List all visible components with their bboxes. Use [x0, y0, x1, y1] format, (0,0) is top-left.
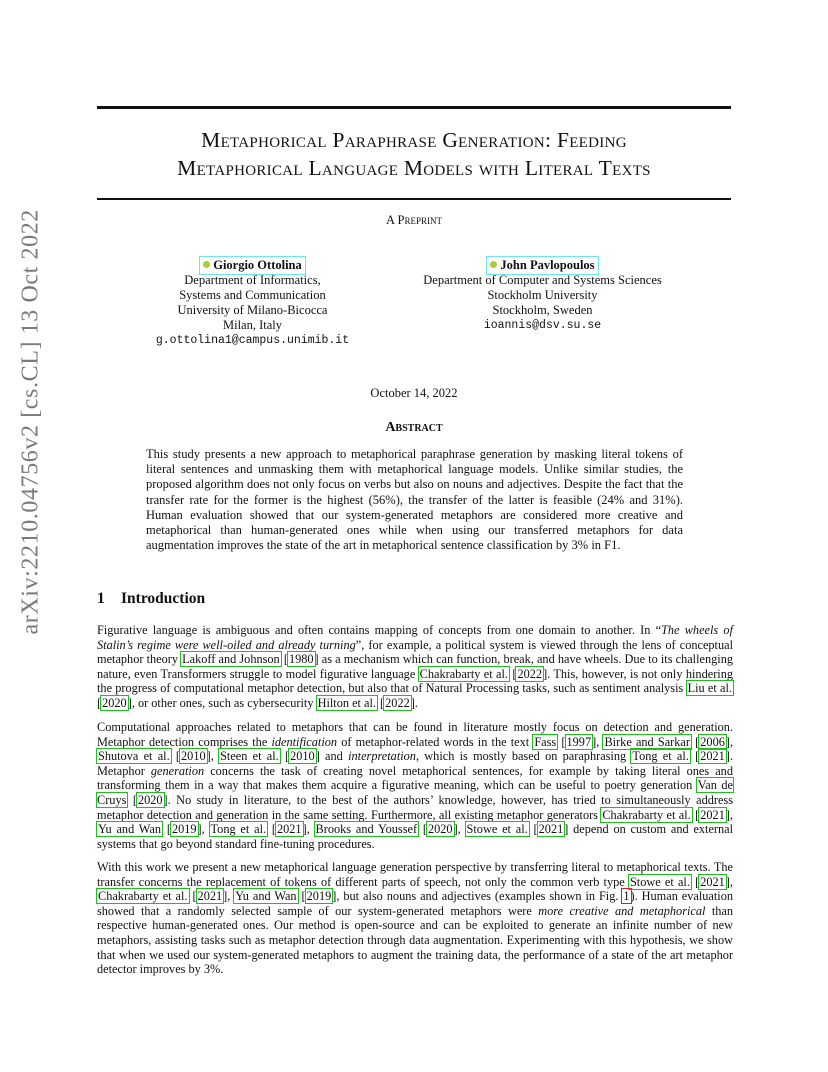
citation-link[interactable]: 2010: [181, 749, 206, 764]
paper-date: October 14, 2022: [370, 386, 458, 400]
abstract-text: This study presents a new approach to metaphorical paraphrase generation by masking literal tokens of literal sentences and unmasking them with metaphorical language models. Unlike similar studies, the proposed algorithm does not only focus on verbs but also on nouns and adjectives. Despite the fact that the transfer rate for the former is the highest (56%), the transfer of the latter is feasible (24% and 31%). Human evaluation showed that our system-generated metaphors are considered more creative and metaphorical than human-generated ones while when using our transferred metaphors for data augmentation improves the state of the art in metaphorical sentence classification by 3% in F1.: [146, 447, 683, 553]
affiliation-line: Systems and Communication: [179, 288, 326, 302]
citation-link[interactable]: Hilton et al.: [317, 695, 376, 710]
citation-link[interactable]: Chakrabarty et al.: [419, 666, 508, 681]
author-email[interactable]: ioannis@dsv.su.se: [483, 319, 602, 332]
title-line-2: Metaphorical Language Models with Literal Texts: [177, 156, 651, 180]
arxiv-side-stamp: arXiv:2210.04756v2 [cs.CL] 13 Oct 2022: [17, 209, 44, 635]
citation-link[interactable]: 1997: [566, 734, 592, 749]
citation-link[interactable]: 2006: [700, 734, 725, 749]
author-name-link[interactable]: John Pavlopoulos: [488, 258, 596, 273]
citation-link[interactable]: 1980: [288, 652, 314, 667]
citation-link[interactable]: 2019: [171, 822, 197, 837]
preprint-label: A Preprint: [386, 213, 442, 227]
citation-link[interactable]: 2022: [517, 666, 543, 681]
title-line-1: Metaphorical Paraphrase Generation: Feeding: [201, 128, 627, 152]
citation-link[interactable]: Tong et al.: [210, 822, 267, 837]
citation-link[interactable]: 2020: [102, 695, 127, 710]
citation-link[interactable]: Lakoff and Johnson: [182, 652, 280, 667]
affiliation-line: Department of Computer and Systems Sciences: [423, 273, 662, 287]
top-rule: [97, 106, 731, 109]
affiliation-line: Milan, Italy: [222, 318, 282, 332]
orcid-icon[interactable]: [490, 261, 497, 268]
citation-link[interactable]: Shutova et al.: [98, 749, 170, 764]
affiliation-line: Department of Informatics,: [184, 273, 321, 287]
citation-link[interactable]: 2021: [197, 889, 223, 904]
citation-link[interactable]: Tong et al.: [632, 749, 689, 764]
citation-link[interactable]: 2020: [137, 792, 163, 807]
citation-link[interactable]: Chakrabarty et al.: [98, 889, 188, 904]
citation-link[interactable]: 2021: [700, 874, 725, 889]
author-email[interactable]: g.ottolina1@campus.unimib.it: [155, 334, 350, 347]
citation-link[interactable]: Yu and Wan: [98, 822, 162, 837]
citation-link[interactable]: Brooks and Youssef: [315, 822, 418, 837]
section-number: 1: [97, 590, 105, 607]
citation-link[interactable]: 2020: [427, 822, 453, 837]
citation-link[interactable]: Steen et al.: [220, 749, 279, 764]
section-title: Introduction: [121, 590, 206, 607]
citation-link[interactable]: Van de Cruys: [97, 778, 733, 807]
paragraph-1: Figurative language is ambiguous and often contains mapping of concepts from one domain to another. In “The wheels of Stalin’s regime were well-oiled and already turning”, for example, a political system is viewed through the lens of conceptual metaphor theory Lakoff and Johnson [1980] as a mechanism which can function, break, and have wheels. Due to its challenging nature, even Transformers struggle to model figurative language Chakrabarty et al. [2022]. This, however, is not only hindering the progress of computational metaphor detection, but also that of Natural Processing tasks, such as sentiment analysis Liu et al. [2020], or other ones, such as cybersecurity Hilton et al. [2022].: [97, 623, 733, 710]
figure-ref-link[interactable]: 1: [623, 889, 630, 904]
citation-link[interactable]: Stowe et al.: [466, 822, 528, 837]
title-bottom-rule: [97, 198, 731, 200]
citation-link[interactable]: 2021: [538, 822, 564, 837]
abstract-heading: Abstract: [385, 420, 443, 435]
paragraph-3: With this work we present a new metaphorical language generation perspective by transferring literal to metaphorical texts. The transfer concerns the replacement of tokens of different parts of speech, not only the common verb type Stowe et al. [2021], Chakrabarty et al. [2021], Yu and Wan [2019], but also nouns and adjectives (examples shown in Fig. 1). Human evaluation showed that a randomly selected sample of our system-generated metaphors were more creative and metaphorical than respective human-generated ones. Our method is open-source and can be exploited to generate an infinite number of new metaphors, assisting tasks such as metaphor detection through data augmentation. Experimenting with this hypothesis, we show that when we used our system-generated metaphors to augment the training data, the performance of a state of the art metaphor detector improves by 3%.: [97, 860, 734, 977]
citation-link[interactable]: Fass: [534, 734, 557, 749]
affiliation-line: Stockholm, Sweden: [492, 303, 593, 317]
citation-link[interactable]: Stowe et al.: [629, 874, 690, 889]
author-block-1: [150, 258, 355, 348]
citation-link[interactable]: 2021: [700, 807, 725, 822]
author-name-link[interactable]: Giorgio Ottolina: [201, 258, 304, 273]
citation-link[interactable]: 2010: [290, 749, 315, 764]
author-block-2: [400, 258, 685, 333]
citation-link[interactable]: Liu et al.: [687, 681, 732, 696]
paper-title: [97, 126, 731, 182]
citation-link[interactable]: Chakrabarty et al.: [602, 807, 691, 822]
paragraph-2: Computational approaches related to metaphors that can be found in literature mostly focus on detection and generation. Metaphor detection comprises the identification of metaphor-related words in the text Fass [1997], Birke and Sarkar [2006], Shutova et al. [2010], Steen et al. [2010] and interpretation, which is mostly based on paraphrasing Tong et al. [2021]. Metaphor generation concerns the task of creating novel metaphorical sentences, for example by taking literal ones and transforming them in a way that makes them acquire a figurative meaning, which can be useful to poetry generation Van de Cruys [2020]. No study in literature, to the best of the authors’ knowledge, however, has tried to simultaneously address metaphor detection and generation in the same setting. Furthermore, all existing metaphor generators Chakrabarty et al. [2021], Yu and Wan [2019], Tong et al. [2021], Brooks and Youssef [2020], Stowe et al. [2021] depend on custom and external systems that go beyond standard fine-tuning procedures.: [97, 720, 734, 851]
citation-link[interactable]: Birke and Sarkar: [604, 734, 690, 749]
citation-link[interactable]: 2021: [700, 749, 725, 764]
section-heading: [97, 590, 205, 608]
affiliation-line: Stockholm University: [487, 288, 598, 302]
citation-link[interactable]: Yu and Wan: [235, 889, 297, 904]
citation-link[interactable]: 2022: [385, 695, 410, 710]
citation-link[interactable]: 2021: [276, 822, 302, 837]
citation-link[interactable]: 2019: [306, 889, 332, 904]
affiliation-line: University of Milano-Bicocca: [177, 303, 328, 317]
orcid-icon[interactable]: [203, 261, 210, 268]
